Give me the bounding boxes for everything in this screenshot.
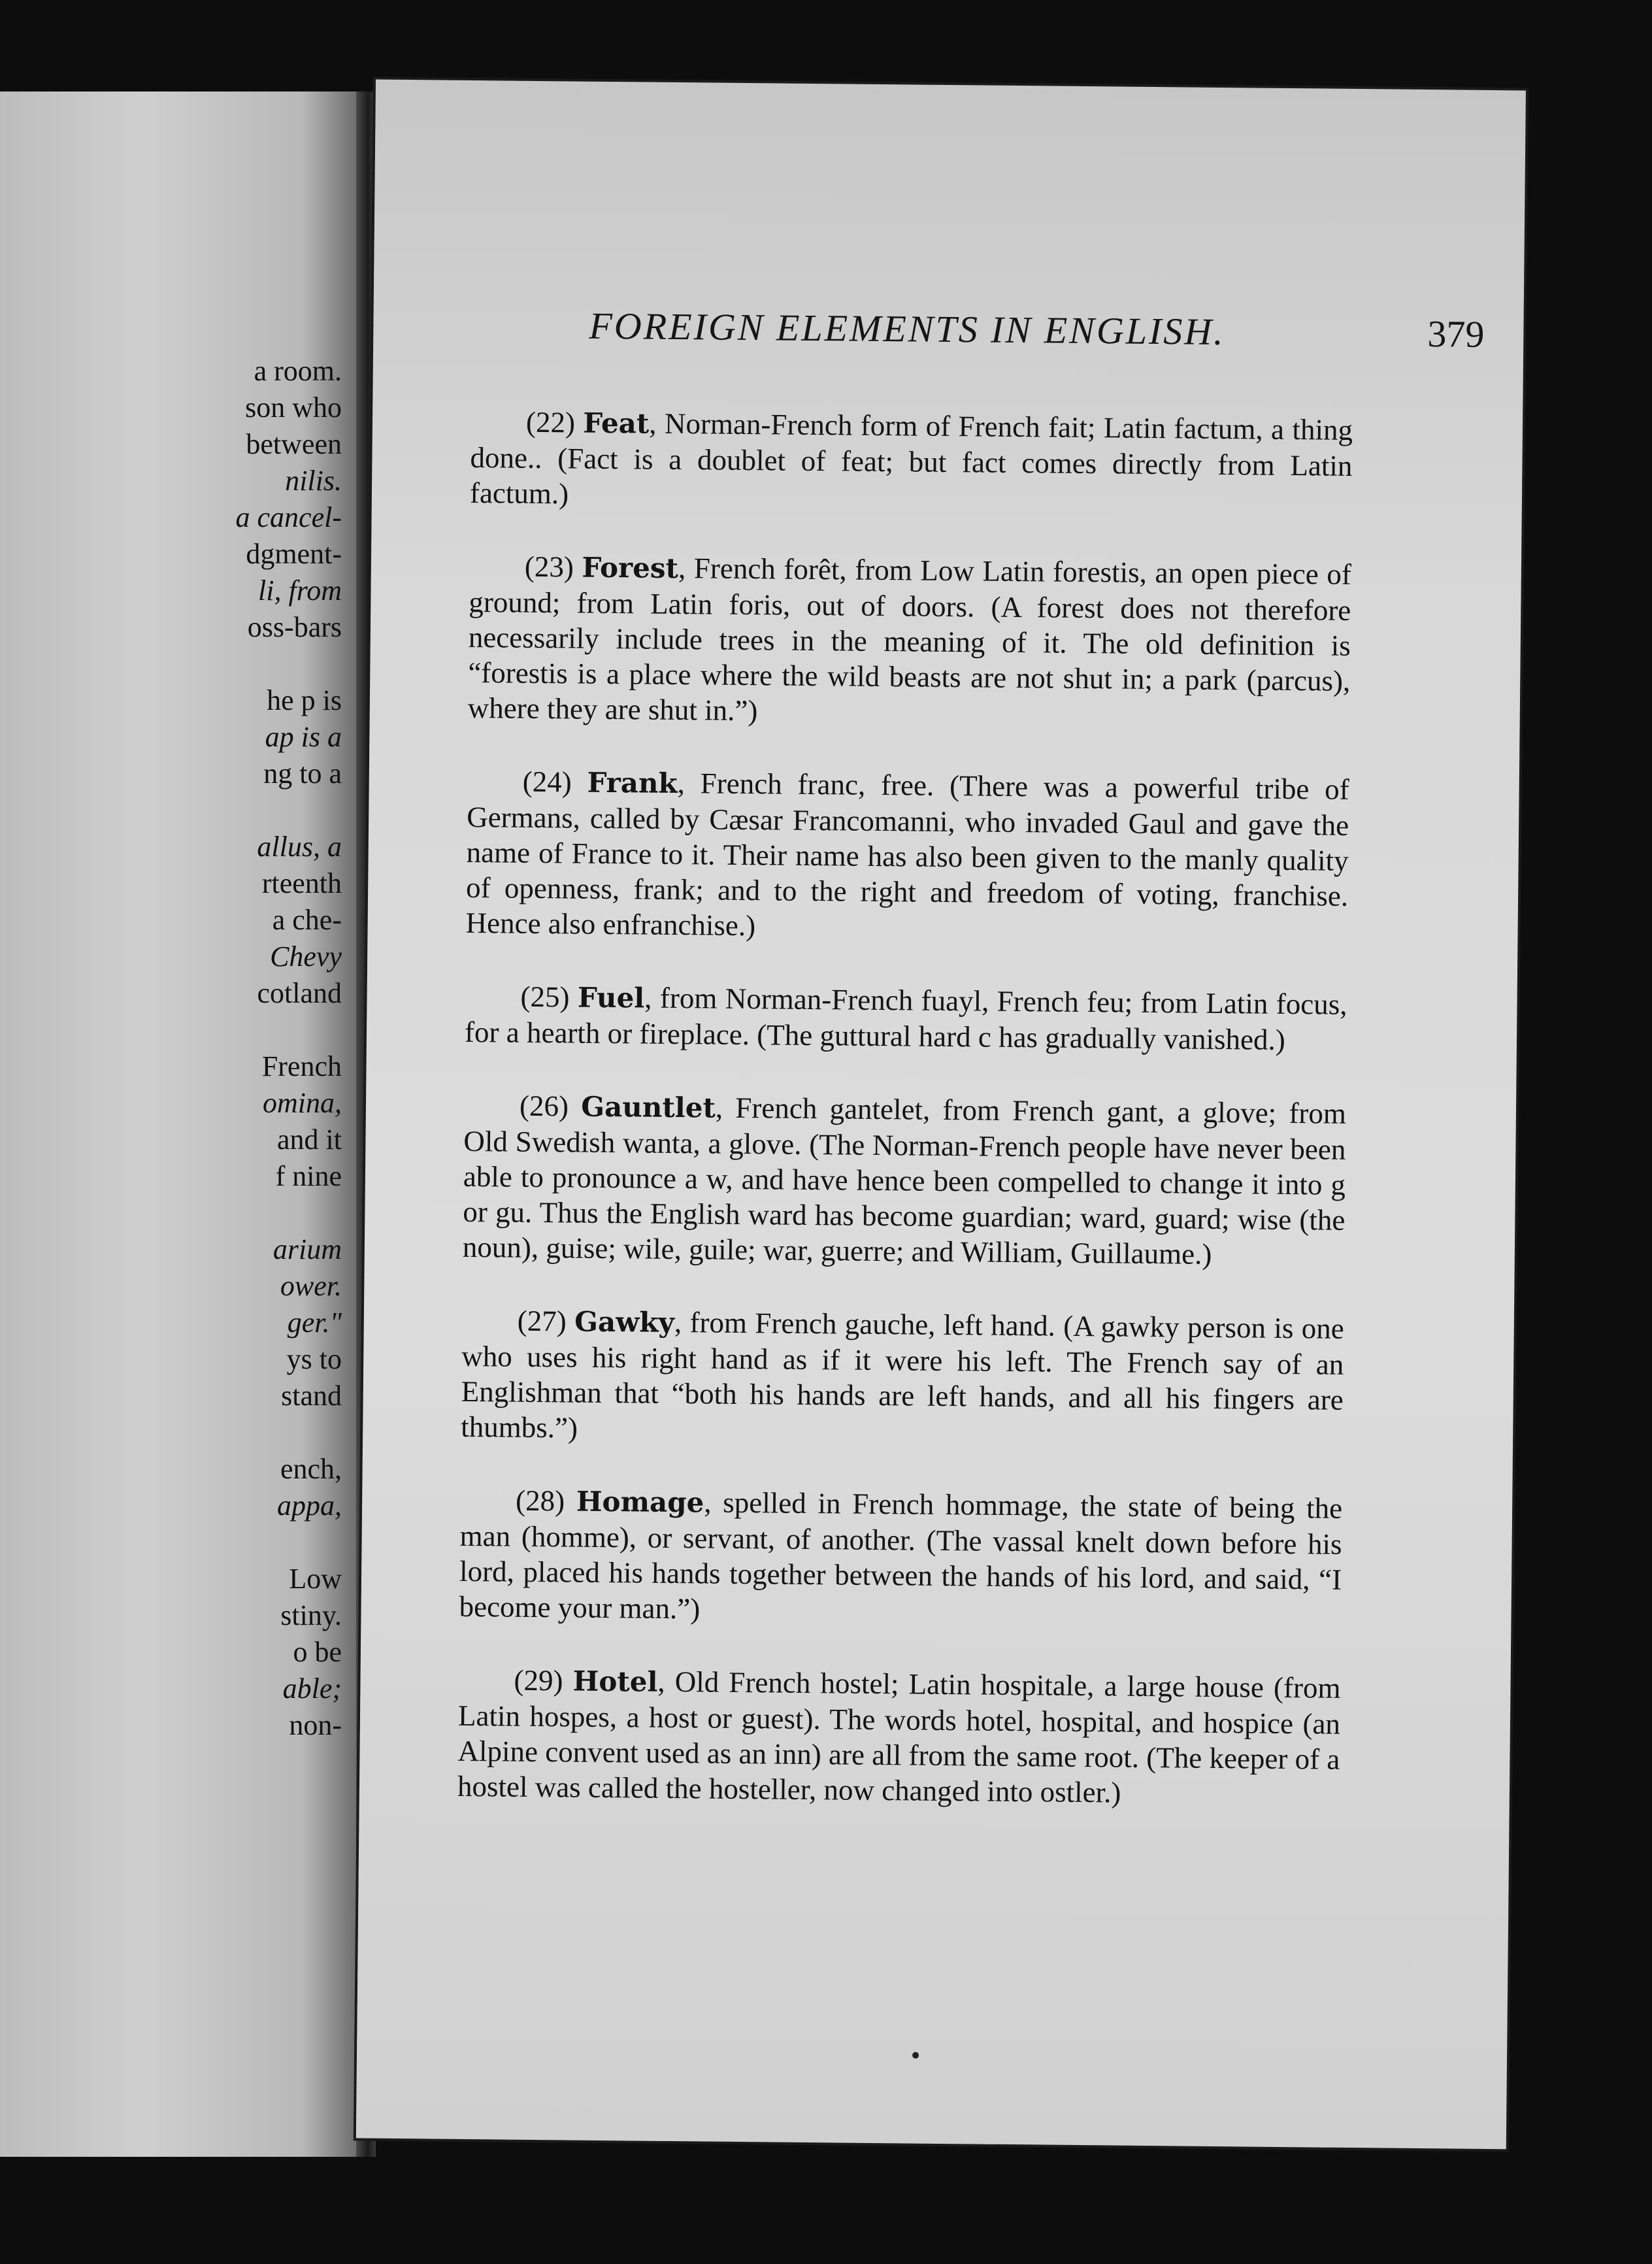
previous-page-line: stiny. [280, 1599, 342, 1631]
entry-text: , French franc, free. (There was a powerful tribe of Germans, called by Cæsar Francomanni, who invaded Gaul and gave the name of France to it. Their name has also been given to the manly quality of openness, frank; and to the right and freedom of voting, franchise. Hence also enfranchise.) [465, 767, 1349, 942]
previous-page-line: French [261, 1050, 342, 1082]
entry-headword: Homage [576, 1485, 704, 1519]
previous-page-line [236, 1012, 342, 1048]
entry-headword: Feat [583, 407, 650, 440]
previous-page-line: ger." [287, 1307, 342, 1339]
previous-page-line: and it [277, 1124, 342, 1156]
running-head: FOREIGN ELEMENTS IN ENGLISH. [589, 304, 1226, 354]
previous-page-line: rteenth [261, 867, 342, 899]
entry-fuel [465, 978, 1347, 1058]
entry-text: , French gantelet, from French gant, a glove; from Old Swedish wanta, a glove. (The Norman-French people have never been able to pronounce a w, and have hence been compelled to change it into g or gu. Thus the English ward has become guardian; ward, guard; wise (the noun), guise; wile, guile; war, guerre; and William, Guillaume.) [462, 1091, 1347, 1271]
previous-page-line: he p is [267, 684, 342, 716]
previous-page-line: dgment- [246, 538, 342, 570]
entry-text: , from Norman-French fuayl, French feu; from Latin focus, for a hearth or fireplace. (The guttural hard c has gradually vanished.) [464, 981, 1347, 1056]
entry-headword: Hotel [572, 1665, 658, 1698]
entry-frank [465, 763, 1349, 949]
previous-page-line: stand [281, 1380, 342, 1412]
previous-page-line [236, 1524, 342, 1561]
previous-page-line: ap is a [265, 721, 342, 753]
entry-number: (26) [519, 1089, 569, 1123]
previous-page-text [236, 353, 342, 1744]
entry-forest [468, 548, 1352, 734]
entry-list [457, 375, 1353, 1850]
previous-page-line: able; [282, 1673, 342, 1705]
previous-page-line: arium [273, 1233, 342, 1265]
previous-page [0, 92, 356, 2157]
entry-number: (23) [524, 550, 574, 584]
previous-page-line: Low [289, 1563, 342, 1595]
previous-page-line: a che- [272, 904, 342, 936]
previous-page-line: between [246, 428, 342, 460]
previous-page-line: ower. [280, 1270, 342, 1302]
previous-page-line [236, 1414, 342, 1451]
entry-headword: Gauntlet [580, 1090, 716, 1124]
previous-page-line: oss-bars [247, 611, 342, 643]
entry-text: , from French gauche, left hand. (A gawky person is one who uses his right hand as if it were his left. The French say of an Englishman that “both his hands are left hands, and all his fingers are thumbs.”) [461, 1306, 1345, 1444]
entry-text: , Old French hostel; Latin hospitale, a large house (from Latin hospes, a host or guest). The words hotel, hospital, and hospice (an Alpine convent used as an inn) are all from the same root. (The keeper of a hostel was called the hosteller, now changed into ostler.) [457, 1665, 1341, 1809]
page-header [589, 304, 1485, 356]
previous-page-line: omina, [263, 1087, 342, 1119]
previous-page-line: f nine [275, 1160, 342, 1192]
previous-page-line: allus, a [257, 831, 342, 863]
previous-page-line: ys to [286, 1343, 342, 1375]
entry-homage [459, 1482, 1342, 1633]
entry-gauntlet [463, 1088, 1347, 1273]
book-page [356, 80, 1526, 2150]
previous-page-line: son who [245, 391, 342, 424]
previous-page-line: ng to a [263, 757, 342, 790]
entry-number: (25) [520, 980, 570, 1014]
entry-number: (27) [517, 1304, 567, 1338]
previous-page-line: a room. [254, 355, 342, 387]
entry-text: , Norman-French form of French fait; Latin factum, a thing done.. (Fact is a doublet of feat; but fact comes directly from Latin factum.) [469, 407, 1353, 510]
entry-text: , French forêt, from Low Latin forestis, an open piece of ground; from Latin foris, out of doors. (A forest does not therefore necessarily include trees in the meaning of it. The old definition is “forestis is a place where the wild beasts are not shut in; a park (parcus), where they are shut in.”) [467, 552, 1352, 727]
entry-headword: Gawky [574, 1305, 675, 1339]
previous-page-line: nilis. [285, 465, 342, 497]
entry-text: , spelled in French hommage, the state of being the man (homme), or servant, of another. (The vassal knelt down before his lord, placed his hands together between the hands of his lord, and said, “I become your man.”) [459, 1486, 1343, 1625]
entry-headword: Frank [587, 766, 678, 800]
entry-hotel [457, 1662, 1341, 1812]
previous-page-line [236, 646, 342, 682]
entry-number: (24) [522, 765, 572, 799]
previous-page-line [236, 1195, 342, 1231]
previous-page-line: o be [293, 1636, 342, 1668]
page-number: 379 [1427, 312, 1485, 356]
entry-feat [470, 404, 1353, 519]
previous-page-line [236, 792, 342, 829]
entry-number: (28) [515, 1484, 565, 1518]
ink-speck [912, 2052, 919, 2059]
entry-number: (29) [514, 1663, 563, 1697]
previous-page-line: a cancel- [235, 501, 342, 533]
entry-headword: Fuel [577, 981, 645, 1014]
previous-page-line: non- [289, 1709, 342, 1741]
previous-page-line: ench, [280, 1453, 342, 1485]
entry-number: (22) [525, 405, 576, 439]
previous-page-line: appa, [277, 1490, 342, 1522]
entry-headword: Forest [582, 551, 679, 585]
previous-page-line: Chevy [270, 941, 342, 973]
previous-page-line: cotland [257, 977, 342, 1009]
previous-page-line: li, from [258, 574, 342, 607]
entry-gawky [461, 1303, 1344, 1453]
